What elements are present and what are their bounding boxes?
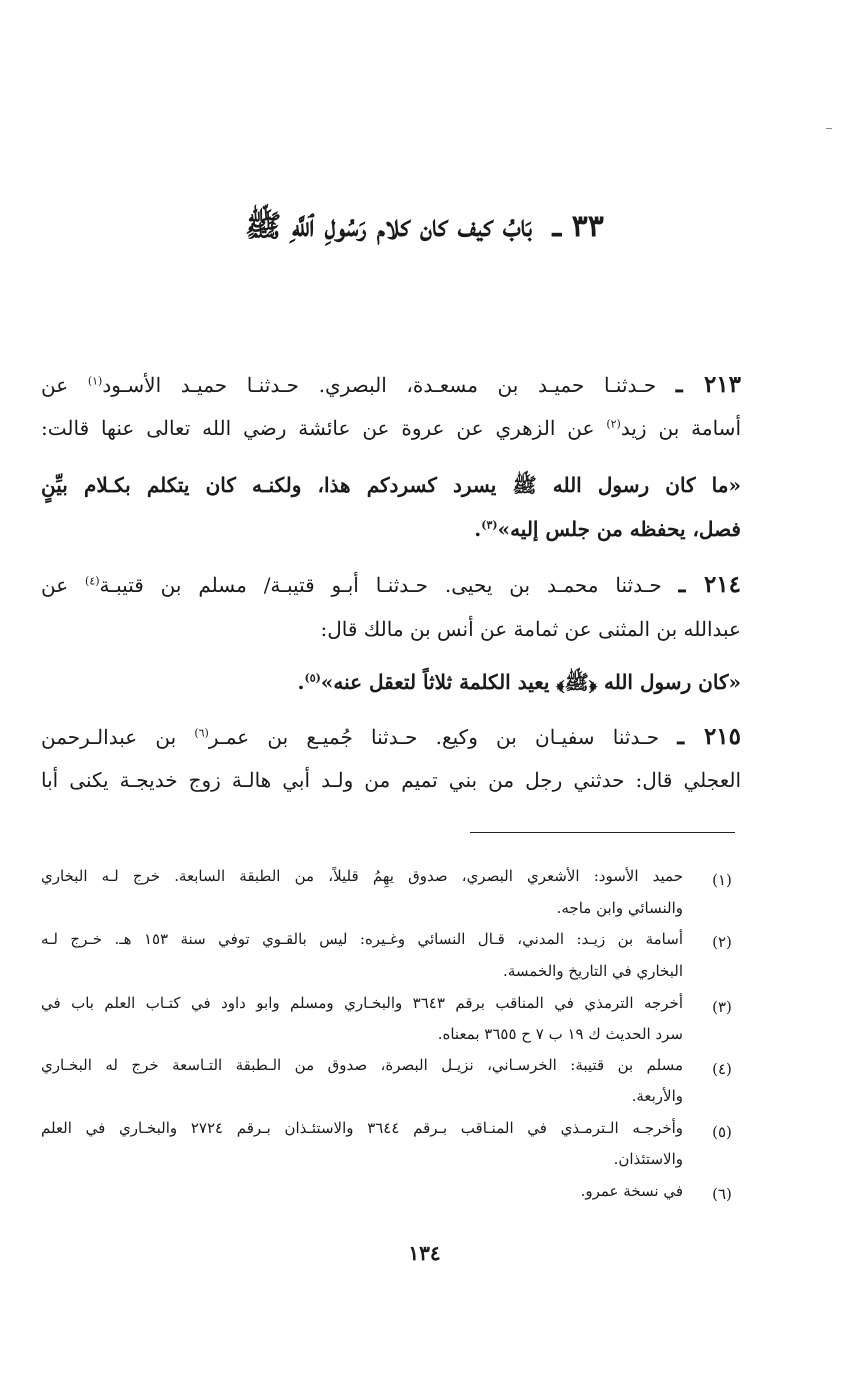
hadith-215-line-2 (41, 765, 741, 799)
hadith-text: أسامة بن زيد (620, 416, 741, 440)
hadith-quote: «كان رسول الله ﴿ﷺ﴾ يعيد الكلمة ثلاثاً لتعقل عنه» (320, 670, 741, 694)
chapter-title: بَابُ كيف كان كلام رَسُولِ ٱللَّهِ ﷺ (245, 209, 532, 244)
footnote-4-line-1: مسلم بن قتيبة: الخرسـاني، نزيـل البصرة، صدوق من الـطبقة التـاسعة خرج له البخـاري (41, 1056, 683, 1074)
page-number: ١٣٤ (408, 1241, 441, 1265)
footnote-separator (470, 832, 735, 833)
footnote-number: (٢) (712, 933, 732, 951)
hadith-text: بن عبدالـرحمن (41, 725, 195, 749)
hadith-text: حـدثنا محمـد بن يحيى. حـدثنـا أبـو قتيبـة/ مسلم بن قتيبـة (99, 573, 662, 597)
hadith-text: عن (41, 373, 88, 397)
hadith-214-line-2 (41, 614, 741, 648)
footnote-1-line-2: والنسائي وابن ماجه. (556, 899, 683, 917)
footnote-number: (١) (712, 871, 732, 889)
footnote-number: (٦) (712, 1185, 732, 1203)
chapter-number: ٣٣ ـ (552, 209, 604, 244)
punctuation: . (297, 670, 305, 694)
margin-mark (826, 128, 832, 129)
footnote-ref: (٣) (481, 518, 498, 532)
hadith-215-line-1 (41, 722, 741, 756)
hadith-text: حـدثنـا حميـد بن مسعـدة، البصري. حـدثنـا حميـد الأسـود (102, 373, 657, 397)
punctuation: . (474, 517, 482, 541)
hadith-213-line-2 (41, 413, 741, 447)
hadith-number: ٢١٣ ـ (675, 371, 742, 398)
footnote-number: (٤) (712, 1060, 732, 1078)
footnote-3-line-1: أخرجه الترمذي في المناقب برقم ٣٦٤٣ والبخـاري ومسلم وابو داود في كتـاب العلم باب في (41, 994, 683, 1012)
hadith-number: ٢١٤ ـ (678, 571, 741, 598)
footnote-1-line-1: حميد الأسود: الأشعري البصري، صدوق يهِمُ قليلاً، من الطبقة السابعة. خرج لـه البخاري (41, 867, 683, 885)
footnote-6-line-1: في نسخة عمرو. (580, 1182, 683, 1200)
footnote-4-line-2: والأربعة. (631, 1087, 683, 1105)
hadith-number: ٢١٥ ـ (677, 723, 741, 750)
footnote-5-line-2: والاستئذان. (613, 1150, 683, 1168)
footnote-ref: (٤) (85, 574, 100, 588)
hadith-text: العجلي قال: حدثني رجل من بني تميم من ولـد أبي هالـة زوج خديجـة يكنى أبا (41, 768, 741, 792)
hadith-213-quote-line-1 (41, 470, 741, 504)
hadith-text: حـدثنا سفيـان بن وكيع. حـدثنا جُميـع بن عمـر (208, 725, 660, 749)
hadith-quote: فصل، يحفظه من جلس إليه» (497, 517, 741, 541)
footnote-ref: (٢) (606, 417, 621, 431)
hadith-214-line-1 (41, 570, 741, 604)
hadith-quote: «ما كان رسول الله ﷺ يسرد كسردكم هذا، ولكنـه كان يتكلم بكـلام بيِّنٍ (41, 473, 741, 497)
hadith-text: عبدالله بن المثنى عن ثمامة عن أنس بن مالك قال: (320, 617, 741, 641)
footnote-number: (٥) (712, 1123, 732, 1141)
hadith-213-quote-line-2 (41, 514, 741, 548)
footnote-3-line-2: سرد الحديث ك ١٩ ب ٧ ح ٣٦٥٥ بمعناه. (437, 1025, 683, 1043)
hadith-text: عن الزهري عن عروة عن عائشة رضي الله تعالى عنها قالت: (41, 416, 607, 440)
hadith-213-line-1 (41, 370, 741, 404)
footnote-ref: (٥) (304, 671, 321, 685)
hadith-text: عن (41, 573, 86, 597)
footnote-ref: (١) (87, 374, 103, 388)
chapter-heading (0, 208, 849, 251)
footnote-2-line-2: البخاري في التاريخ والخمسة. (503, 962, 683, 980)
hadith-214-quote (41, 667, 741, 701)
footnote-5-line-1: وأخرجـه الـترمـذي في المنـاقب بـرقم ٣٦٤٤ والاستئـذان بـرقم ٢٧٢٤ والبخـاري في العلم (41, 1119, 684, 1137)
footnote-2-line-1: أسامة بن زيـد: المدني، قـال النسائي وغـيره: ليس بالقـوي توفي سنة ١٥٣ هـ. خـرج لـه (41, 930, 683, 948)
footnote-ref: (٦) (194, 726, 209, 740)
footnote-number: (٣) (712, 998, 732, 1016)
